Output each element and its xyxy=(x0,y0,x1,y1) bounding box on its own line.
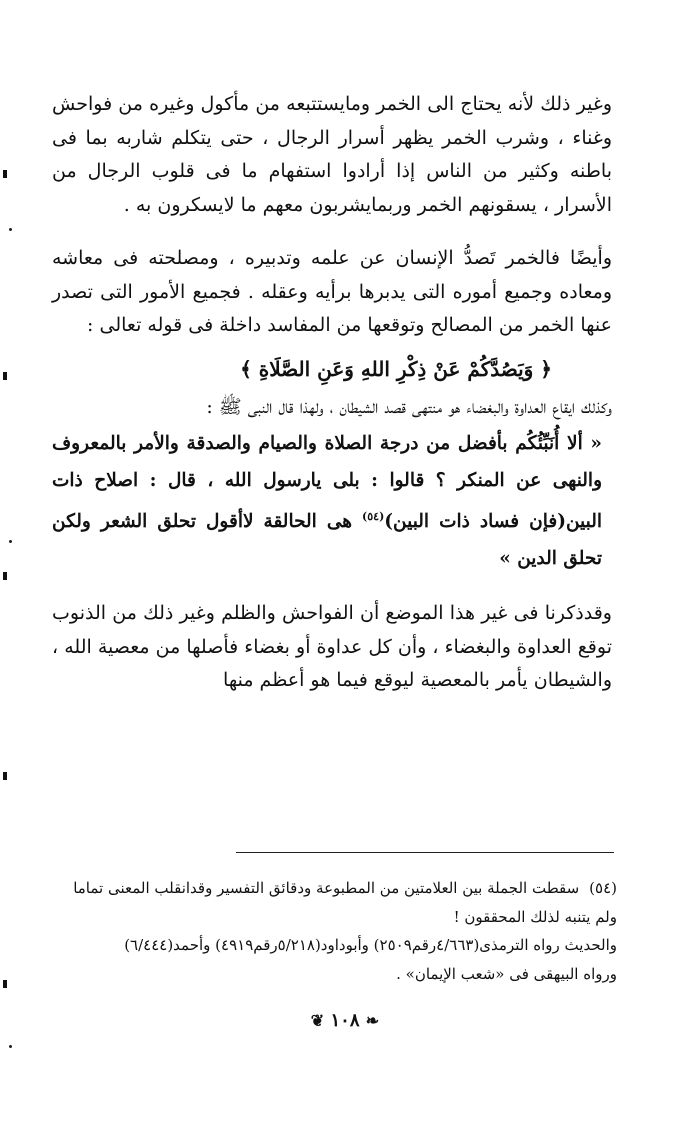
page-number xyxy=(300,1010,390,1031)
margin-mark xyxy=(3,572,7,580)
margin-mark xyxy=(3,170,7,178)
footnote-line-1 xyxy=(52,874,617,903)
margin-mark xyxy=(3,372,7,380)
ornament-left-icon: ❦ xyxy=(310,1011,325,1030)
paragraph-4: وقدذكرنا فى غير هذا الموضع أن الفواحش والظلم وغير ذلك من الذنوب توقع العداوة والبغضاء ، وأن كل عداوة أو بغضاء فأصلها من معصية الله ، والشيطان يأمر بالمعصية ليوقع فيما هو أعظم منها xyxy=(52,602,612,692)
hadith-tail: هى الحالقة لاأقول تحلق الشعر ولكن تحلق الدين » xyxy=(52,511,602,569)
hadith-quote xyxy=(52,426,612,577)
margin-mark xyxy=(3,772,7,780)
footnote-line-4: ورواه البيهقى فى «شعب الإيمان» . xyxy=(396,964,617,983)
margin-mark xyxy=(3,980,7,988)
footnote-text-1: سقطت الجملة بين العلامتين من المطبوعة ودقائق التفسير وقدانقلب المعنى تماما xyxy=(73,879,580,897)
main-text xyxy=(52,88,612,698)
ornament-right-icon: ❧ xyxy=(365,1011,380,1030)
hadith-main: « ألا أُنَبِّئُكُم بأفضل من درجة الصلاة والصيام والصدقة والأمر بالمعروف والنهى عن المنكر ؟ قالوا : بلى يارسول الله ، قال : اصلاح ذات البين(فإن فساد ذات البين) xyxy=(52,433,602,533)
footnotes xyxy=(52,874,617,988)
footnote-number: (٥٤) xyxy=(589,879,617,897)
margin-dot xyxy=(9,1045,12,1048)
footnote-divider xyxy=(236,852,614,853)
paragraph-2: وأيضًا فالخمر تَصدُّ الإنسان عن علمه وتدبيره ، ومصلحته فى معاشه ومعاده وجميع أموره التى يدبرها برأيه وعقله . فجميع الأمور التى تصدر عنها الخمر من المصالح وتوقعها من المفاسد داخلة فى قوله تعالى : xyxy=(52,247,612,336)
margin-dot xyxy=(9,540,12,543)
page-number-value: ١٠٨ xyxy=(330,1010,360,1031)
footnote-line-3: والحديث رواه الترمذى(٤/٦٦٣رقم٢٥٠٩) وأبوداود(٥/٢١٨رقم٤٩١٩) وأحمد(٦/٤٤٤) xyxy=(124,936,617,954)
quran-verse: ﴿ وَيَصُدَّكُمْ عَنْ ذِكْرِ اللهِ وَعَنِ الصَّلَاةِ ﴾ xyxy=(240,356,552,381)
margin-dot xyxy=(9,228,12,231)
paragraph-3: وكذلك ايقاع العداوة والبغضاء هو منتهى قصد الشيطان ، ولهذا قال النبى ﷺ : xyxy=(206,395,612,418)
footnote-line-2: ولم يتنبه لذلك المحققون ! xyxy=(453,907,617,926)
footnote-ref: (٥٤) xyxy=(362,510,385,523)
paragraph-1: وغير ذلك لأنه يحتاج الى الخمر ومايستتبعه من مأكول وغيره من فواحش وغناء ، وشرب الخمر يظهر أسرار الرجال ، حتى يتكلم شاربه بما فى باطنه وكثير من الناس إذا أرادوا استفهام ما فى قلوب الرجال من الأسرار ، يسقونهم الخمر وربمايشربون معهم ما لايسكرون به . xyxy=(52,93,612,216)
